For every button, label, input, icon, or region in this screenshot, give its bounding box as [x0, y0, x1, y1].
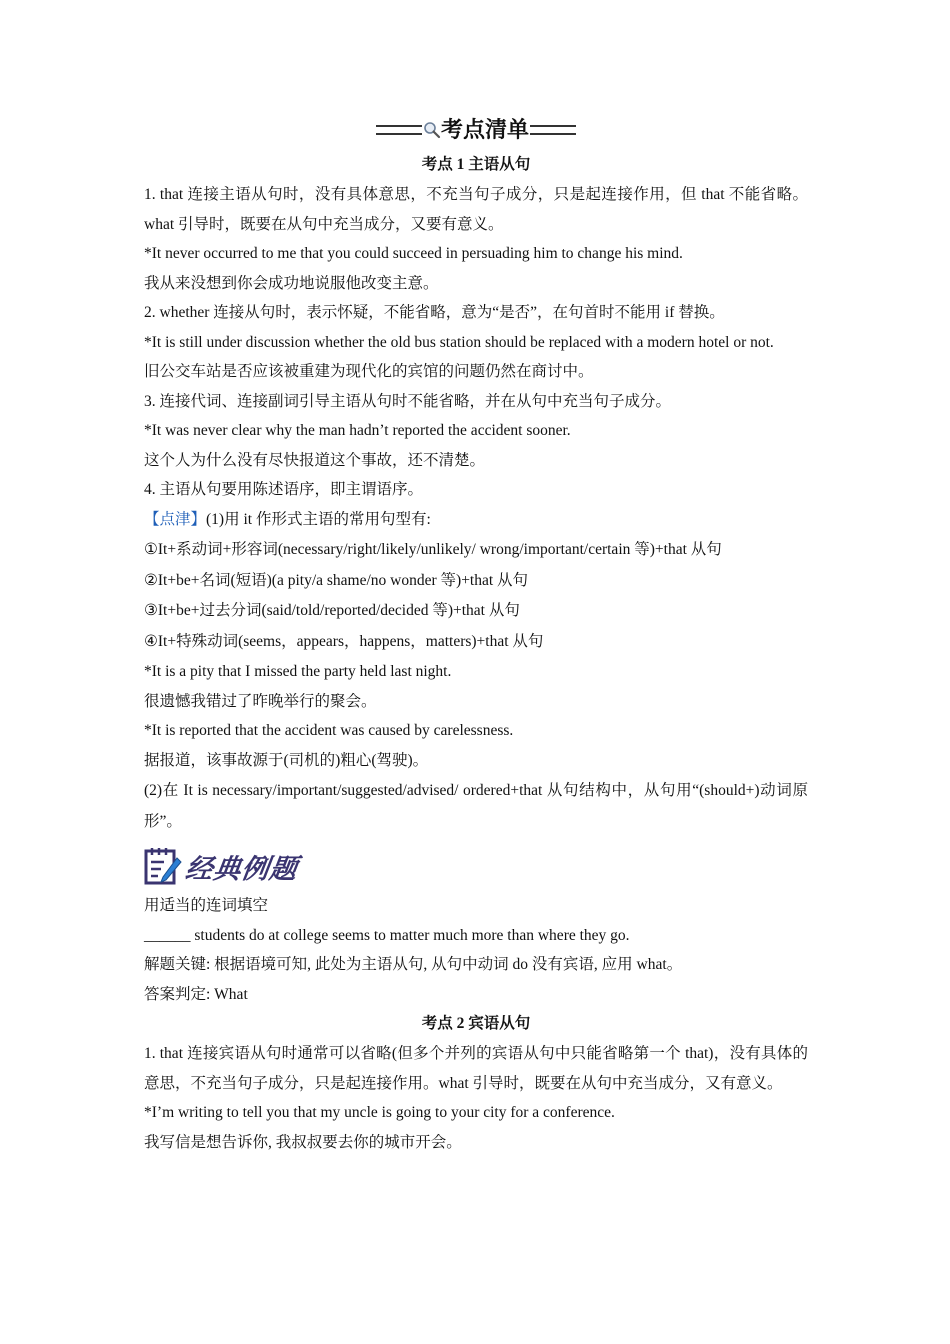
tip-label: 【点津】	[144, 510, 207, 528]
page-title	[144, 112, 808, 148]
example-english: *It is still under discussion whether the old bus station should be replaced with a modern hotel or not.	[144, 333, 774, 351]
notepad-pen-icon	[144, 846, 182, 886]
example-chinese: 我写信是想告诉你, 我叔叔要去你的城市开会。	[144, 1133, 462, 1151]
example-english: *It is reported that the accident was caused by carelessness.	[144, 722, 514, 739]
tip-paragraph	[144, 505, 808, 536]
example-analysis: 解题关键: 根据语境可知, 此处为主语从句, 从句中动词 do 没有宾语, 应用 what。	[144, 956, 683, 973]
document-page	[144, 112, 808, 1157]
section-1-point-4: 4. 主语从句要用陈述语序，即主谓语序。	[144, 481, 424, 498]
pattern-4: ④It+特殊动词(seems，appears，happens，matters)+that 从句	[144, 632, 544, 650]
example-chinese: 这个人为什么没有尽快报道这个事故，还不清楚。	[144, 451, 486, 469]
example-chinese: 旧公交车站是否应该被重建为现代化的宾馆的问题仍然在商讨中。	[144, 363, 594, 380]
pattern-1: ①It+系动词+形容词(necessary/right/likely/unlikely/ wrong/important/certain 等)+that 从句	[144, 541, 722, 558]
tip-2-paragraph: (2)在 It is necessary/important/suggested/advised/ ordered+that 从句结构中，从句用“(should+)动词原形”。	[144, 782, 808, 830]
page-title-text: 考点清单	[440, 117, 529, 142]
title-right-double-rule	[530, 125, 576, 135]
example-instruction: 用适当的连词填空	[144, 897, 269, 914]
example-question: ______ students do at college seems to matter much more than where they go.	[144, 926, 630, 944]
section-1-point-2: 2. whether 连接从句时，表示怀疑，不能省略，意为“是否”，在句首时不能用 if 替换。	[144, 304, 725, 321]
example-english: *It was never clear why the man hadn’t reported the accident sooner.	[144, 422, 571, 439]
example-chinese: 很遗憾我错过了昨晚举行的聚会。	[144, 692, 377, 710]
section-2-heading: 考点 2 宾语从句	[421, 1015, 531, 1032]
section-1-point-1: 1. that 连接主语从句时，没有具体意思，不充当句子成分，只是起连接作用，但 that 不能省略。what 引导时，既要在从句中充当成分，又要有意义。	[144, 186, 808, 233]
example-chinese: 据报道，该事故源于(司机的)粗心(驾驶)。	[144, 751, 429, 769]
pattern-2: ②It+be+名词(短语)(a pity/a shame/no wonder 等)+that 从句	[144, 571, 529, 589]
section-2-point-1: 1. that 连接宾语从句时通常可以省略(但多个并列的宾语从句中只能省略第一个 that)，没有具体的意思，不充当句子成分，只是起连接作用。what 引导时，既要在从句中充当成分，又有意义。	[144, 1045, 808, 1092]
example-chinese: 我从来没想到你会成功地说服他改变主意。	[144, 274, 439, 292]
classic-example-label: 经典例题	[183, 853, 300, 885]
tip-text: (1)用 it 作形式主语的常用句型有:	[206, 510, 431, 528]
pattern-3: ③It+be+过去分词(said/told/reported/decided 等)+that 从句	[144, 602, 520, 619]
example-answer: 答案判定: What	[144, 985, 248, 1003]
classic-example-badge	[144, 841, 808, 891]
magnifier-icon	[423, 121, 441, 139]
example-english: *It never occurred to me that you could succeed in persuading him to change his mind.	[144, 245, 683, 262]
example-english: *I’m writing to tell you that my uncle is going to your city for a conference.	[144, 1104, 615, 1121]
section-1-point-3: 3. 连接代词、连接副词引导主语从句时不能省略，并在从句中充当句子成分。	[144, 392, 672, 410]
example-english: *It is a pity that I missed the party held last night.	[144, 663, 452, 680]
section-1-heading: 考点 1 主语从句	[421, 156, 531, 173]
title-left-double-rule	[376, 125, 422, 135]
